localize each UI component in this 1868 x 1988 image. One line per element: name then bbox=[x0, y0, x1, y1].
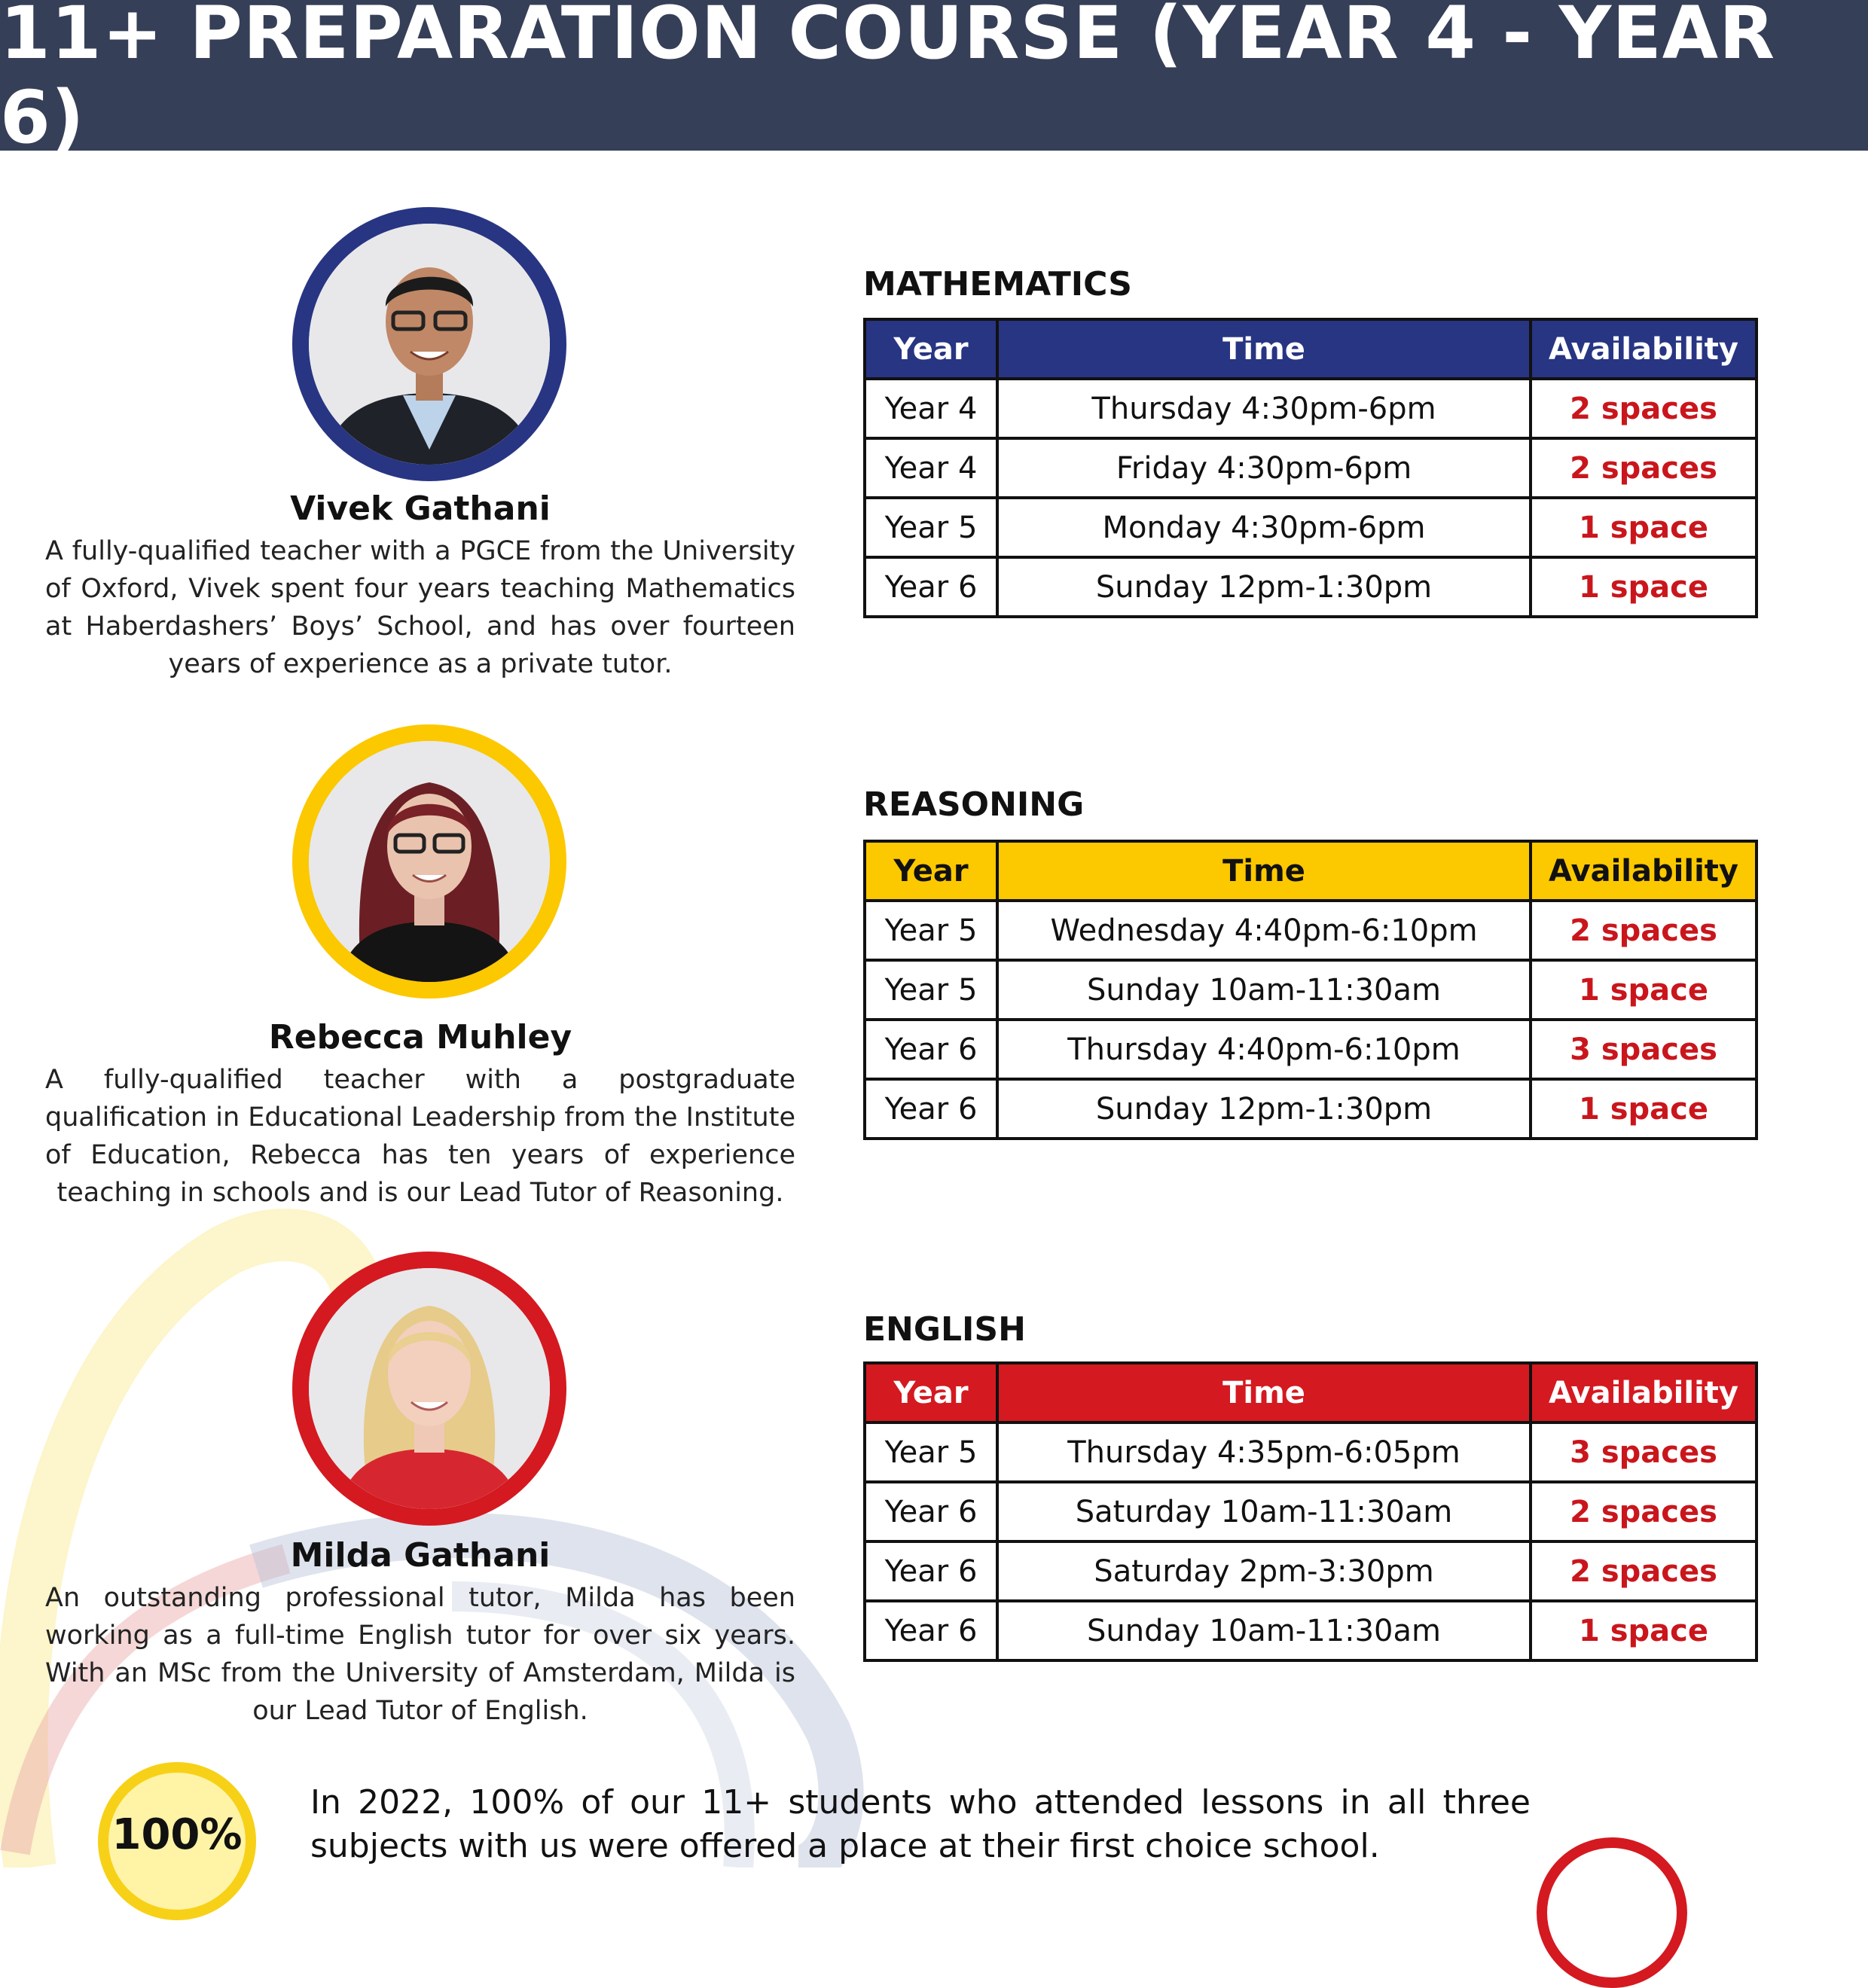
schedule-table-reasoning bbox=[863, 840, 1758, 1140]
cell-availability: 1 space bbox=[1531, 960, 1757, 1020]
success-rate-badge bbox=[98, 1762, 256, 1920]
cell-availability: 3 spaces bbox=[1531, 1422, 1757, 1482]
cell-time: Sunday 10am-11:30am bbox=[997, 1601, 1531, 1660]
subject-title-reasoning: REASONING bbox=[863, 785, 1085, 824]
tutor-card-vivek bbox=[45, 207, 795, 689]
success-statement: In 2022, 100% of our 11+ students who attended lessons in all three subjects with us were offered a place at their first choice school. bbox=[310, 1783, 1531, 1865]
cell-year: Year 5 bbox=[865, 960, 997, 1020]
table-row bbox=[865, 498, 1757, 557]
cell-time: Sunday 12pm-1:30pm bbox=[997, 1079, 1531, 1139]
table-row bbox=[865, 438, 1757, 498]
cell-time: Sunday 12pm-1:30pm bbox=[997, 557, 1531, 617]
person-avatar-icon bbox=[309, 1268, 550, 1509]
cell-time: Thursday 4:40pm-6:10pm bbox=[997, 1020, 1531, 1079]
table-row bbox=[865, 1601, 1757, 1660]
column-header-time: Time bbox=[997, 841, 1531, 901]
tutor-photo-rebecca bbox=[292, 724, 566, 999]
cell-time: Thursday 4:35pm-6:05pm bbox=[997, 1422, 1531, 1482]
table-row bbox=[865, 379, 1757, 438]
success-rate-value: 100% bbox=[111, 1810, 243, 1859]
tutor-bio: An outstanding professional tutor, Milda has been working as a full-time English tutor for over six years. With an MSc from the University of Amsterdam, Milda is our Lead Tutor of English. bbox=[45, 1583, 795, 1726]
cell-time: Saturday 2pm-3:30pm bbox=[997, 1541, 1531, 1601]
cell-availability: 3 spaces bbox=[1531, 1020, 1757, 1079]
table-row bbox=[865, 557, 1757, 617]
subject-title-english: ENGLISH bbox=[863, 1310, 1026, 1349]
cell-year: Year 6 bbox=[865, 1079, 997, 1139]
cell-time: Saturday 10am-11:30am bbox=[997, 1482, 1531, 1541]
cell-time: Friday 4:30pm-6pm bbox=[997, 438, 1531, 498]
cell-availability: 2 spaces bbox=[1531, 438, 1757, 498]
cell-availability: 2 spaces bbox=[1531, 1482, 1757, 1541]
tutor-name: Vivek Gathani bbox=[290, 489, 551, 528]
tutor-photo-milda bbox=[292, 1252, 566, 1526]
tutor-name: Rebecca Muhley bbox=[268, 1018, 572, 1057]
tutor-bio: A fully-qualified teacher with a postgraduate qualification in Educational Leadership from the Institute of Education, Rebecca has ten years of experience teaching in schools and is our Lead Tutor of Reasoning. bbox=[45, 1065, 795, 1208]
table-row bbox=[865, 1482, 1757, 1541]
column-header-time: Time bbox=[997, 319, 1531, 379]
table-row bbox=[865, 901, 1757, 960]
person-avatar-icon bbox=[309, 224, 550, 465]
table-row bbox=[865, 1079, 1757, 1139]
tutor-card-rebecca bbox=[45, 724, 795, 1206]
cell-availability: 1 space bbox=[1531, 1601, 1757, 1660]
cell-time: Wednesday 4:40pm-6:10pm bbox=[997, 901, 1531, 960]
cell-year: Year 4 bbox=[865, 379, 997, 438]
column-header-year: Year bbox=[865, 1363, 997, 1422]
cell-year: Year 4 bbox=[865, 438, 997, 498]
table-row bbox=[865, 1541, 1757, 1601]
tutor-name: Milda Gathani bbox=[290, 1536, 551, 1575]
cell-availability: 2 spaces bbox=[1531, 901, 1757, 960]
tutor-card-milda bbox=[45, 1252, 795, 1733]
cell-availability: 2 spaces bbox=[1531, 379, 1757, 438]
table-header-row bbox=[865, 1363, 1757, 1422]
column-header-year: Year bbox=[865, 319, 997, 379]
page-title: 11+ PREPARATION COURSE (YEAR 4 - YEAR 6) bbox=[0, 0, 1775, 160]
tutor-bio: A fully-qualified teacher with a PGCE from the University of Oxford, Vivek spent four years teaching Mathematics at Haberdashers’ Boys’ School, and has over fourteen years of experience as a private tutor. bbox=[45, 536, 795, 679]
cell-year: Year 6 bbox=[865, 1482, 997, 1541]
cell-year: Year 6 bbox=[865, 557, 997, 617]
schedule-table-mathematics bbox=[863, 318, 1758, 618]
column-header-availability: Availability bbox=[1531, 319, 1757, 379]
cell-year: Year 5 bbox=[865, 1422, 997, 1482]
table-row bbox=[865, 1422, 1757, 1482]
cell-time: Sunday 10am-11:30am bbox=[997, 960, 1531, 1020]
cell-availability: 1 space bbox=[1531, 557, 1757, 617]
cell-year: Year 6 bbox=[865, 1541, 997, 1601]
cell-time: Monday 4:30pm-6pm bbox=[997, 498, 1531, 557]
cell-time: Thursday 4:30pm-6pm bbox=[997, 379, 1531, 438]
cell-year: Year 6 bbox=[865, 1020, 997, 1079]
page-header bbox=[0, 0, 1868, 160]
schedule-table-english bbox=[863, 1361, 1758, 1662]
table-row bbox=[865, 1020, 1757, 1079]
red-circle-badge bbox=[1537, 1837, 1687, 1988]
cell-year: Year 6 bbox=[865, 1601, 997, 1660]
person-avatar-icon bbox=[309, 741, 550, 982]
column-header-availability: Availability bbox=[1531, 841, 1757, 901]
column-header-availability: Availability bbox=[1531, 1363, 1757, 1422]
cell-availability: 1 space bbox=[1531, 498, 1757, 557]
table-row bbox=[865, 960, 1757, 1020]
cell-availability: 1 space bbox=[1531, 1079, 1757, 1139]
table-header-row bbox=[865, 319, 1757, 379]
cell-availability: 2 spaces bbox=[1531, 1541, 1757, 1601]
tutor-photo-vivek bbox=[292, 207, 566, 481]
cell-year: Year 5 bbox=[865, 498, 997, 557]
subject-title-mathematics: MATHEMATICS bbox=[863, 265, 1132, 303]
column-header-time: Time bbox=[997, 1363, 1531, 1422]
cell-year: Year 5 bbox=[865, 901, 997, 960]
table-header-row bbox=[865, 841, 1757, 901]
column-header-year: Year bbox=[865, 841, 997, 901]
